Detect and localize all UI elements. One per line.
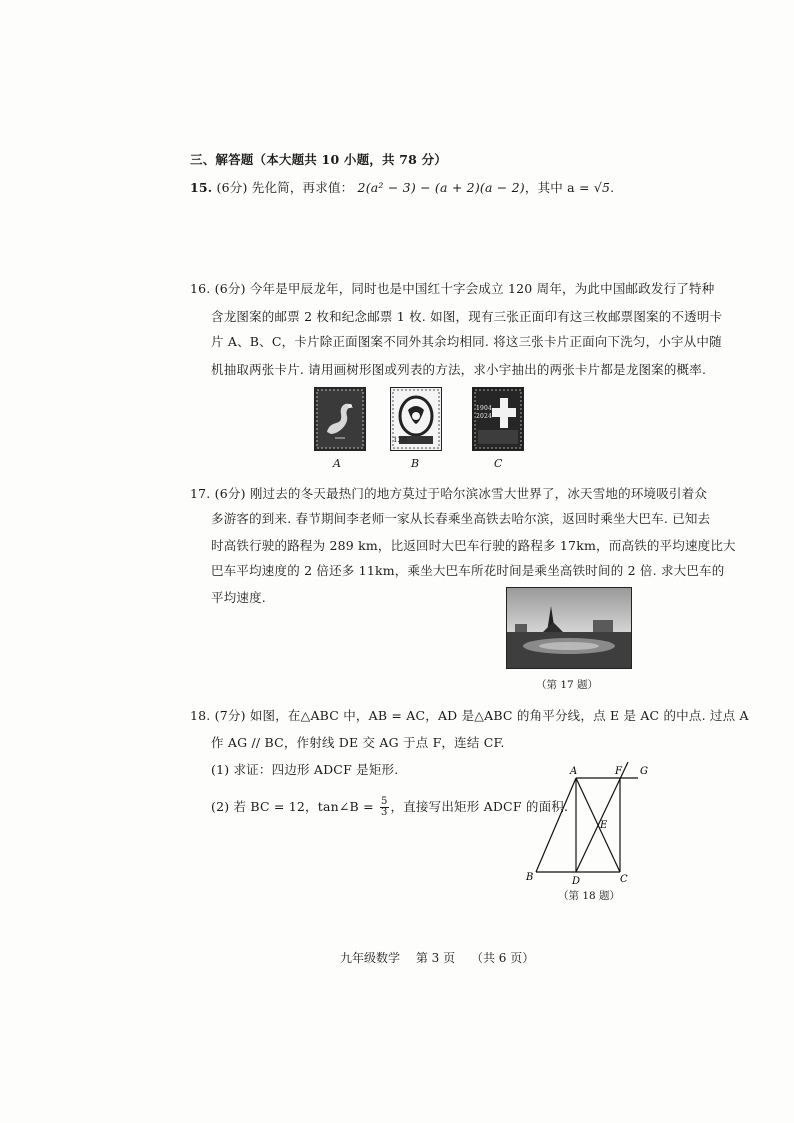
footer-page: 第 3 页 [415, 951, 456, 965]
q18-part-2-suffix: ，直接写出矩形 ADCF 的面积. [390, 799, 569, 814]
page-footer [340, 949, 534, 966]
label-g: G [640, 766, 648, 777]
q17-line-3: 时高铁行驶的路程为 289 km，比返回时大巴车行驶的路程多 17km，而高铁的平均速度比大 [211, 538, 736, 553]
stamp-a-label: A [333, 457, 341, 470]
q18-part-2 [211, 797, 568, 818]
q15-score: (6分) [216, 180, 248, 195]
q15-root: √5 [593, 180, 611, 195]
segment-ab [536, 778, 576, 872]
question-15 [190, 180, 614, 196]
tan-fraction [380, 797, 389, 818]
q18-line-2: 作 AG // BC，作射线 DE 交 AG 于点 F，连结 CF. [211, 735, 505, 750]
label-a: A [570, 766, 578, 777]
ice-world-photo [506, 587, 632, 669]
ice-sculpture-icon [507, 588, 631, 668]
q17-line-5: 平均速度. [211, 590, 266, 605]
dragon-icon [315, 388, 365, 450]
label-f: F [615, 766, 622, 777]
q15-condition: ，其中 a = [524, 180, 594, 195]
q15-number: 15. [190, 180, 213, 195]
q18-figure-caption: （第 18 题） [558, 890, 621, 902]
geometry-figure [520, 760, 660, 890]
q16-line-3: 片 A、B、C，卡片除正面图案不同外其余均相同. 将这三张卡片正面向下洗匀，小宇从中随 [211, 334, 722, 349]
q17-line-4: 巴车平均速度的 2 倍还多 11km，乘坐大巴车所花时间是乘坐高铁时间的 2 倍. 求大巴车的 [211, 563, 725, 578]
footer-total: （共 6 页） [470, 951, 535, 965]
label-d: D [572, 876, 581, 887]
q17-figure-caption: （第 17 题） [536, 679, 599, 691]
q17-line-1: 17. (6分) 刚过去的冬天最热门的地方莫过于哈尔滨冰雪大世界了，冰天雪地的环境吸引着众 [190, 486, 708, 501]
fraction-denominator: 3 [380, 807, 388, 818]
footer-subject: 九年级数学 [340, 951, 401, 965]
fraction-numerator: 5 [380, 796, 388, 807]
stamp-b-value: 120 [393, 436, 407, 444]
q16-line-1: 16. (6分) 今年是甲辰龙年，同时也是中国红十字会成立 120 周年，为此中国邮政发行了特种 [190, 281, 715, 296]
section-heading: 三、解答题（本大题共 10 小题，共 78 分） [190, 152, 447, 167]
q15-text: 先化简，再求值： [251, 180, 354, 195]
q16-line-4: 机抽取两张卡片. 请用画树形图或列表的方法，求小宇抽出的两张卡片都是龙图案的概率. [211, 362, 707, 377]
q18-line-1: 18. (7分) 如图，在△ABC 中，AB = AC，AD 是△ABC 的角平分线，点 E 是 AC 的中点. 过点 A [190, 708, 749, 723]
stamp-c-year-1: 1904 [476, 405, 493, 412]
stamp-c-label: C [494, 457, 503, 470]
q16-line-2: 含龙图案的邮票 2 枚和纪念邮票 1 枚. 如图，现有三张正面印有这三枚邮票图案的不透明卡 [211, 309, 723, 324]
q18-part-1: (1) 求证：四边形 ADCF 是矩形. [211, 762, 399, 777]
stamp-b-label: B [411, 457, 420, 470]
q17-line-2: 多游客的到来. 春节期间李老师一家从长春乘坐高铁去哈尔滨，返回时乘坐大巴车. 已知去 [211, 511, 711, 526]
q15-expression: 2(a² − 3) − (a + 2)(a − 2) [357, 180, 525, 195]
q15-end: . [610, 180, 615, 195]
label-c: C [620, 874, 628, 885]
stamp-a-image [314, 387, 366, 451]
stamp-c-year-2: 2024 [476, 413, 493, 420]
label-b: B [526, 872, 534, 883]
label-e: E [600, 820, 608, 831]
q18-part-2-prefix: (2) 若 BC = 12，tan∠B = [211, 799, 378, 814]
